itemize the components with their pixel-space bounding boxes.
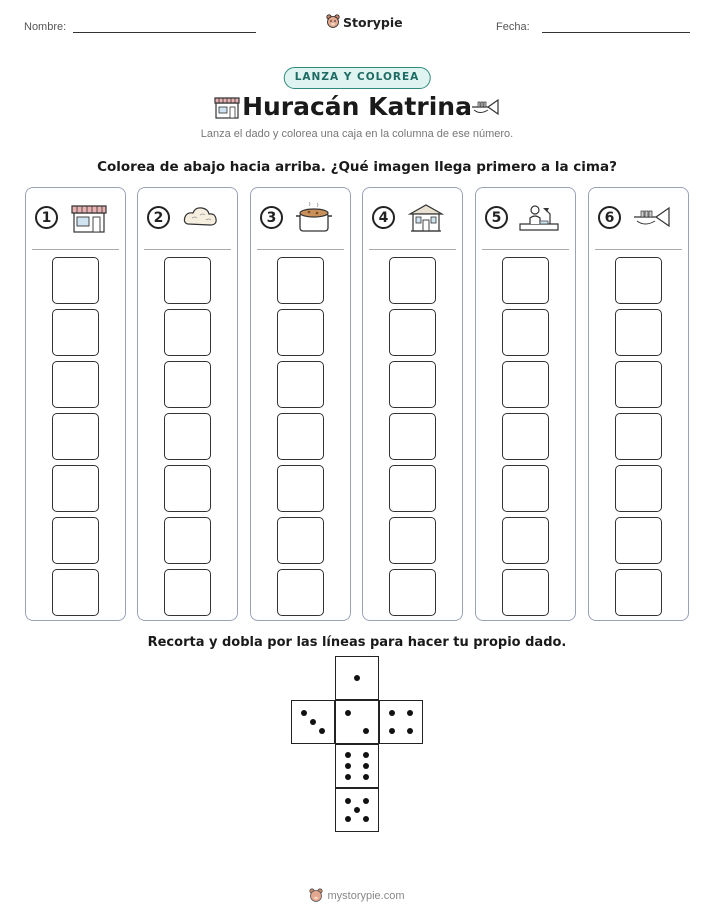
color-box[interactable] — [389, 465, 436, 512]
die-pip — [363, 798, 369, 804]
color-box[interactable] — [389, 517, 436, 564]
column-number: 5 — [485, 206, 508, 229]
name-label: Nombre: — [24, 21, 67, 33]
die-pip — [389, 728, 395, 734]
column-divider — [482, 249, 569, 250]
color-box[interactable] — [277, 257, 324, 304]
color-box[interactable] — [277, 569, 324, 616]
color-box[interactable] — [164, 569, 211, 616]
die-pip — [354, 807, 360, 813]
footer-url: mystorypie.com — [327, 890, 405, 902]
color-box[interactable] — [502, 361, 549, 408]
color-box[interactable] — [52, 517, 99, 564]
column-divider — [32, 249, 119, 250]
die-pip — [345, 710, 351, 716]
color-box[interactable] — [502, 465, 549, 512]
date-field[interactable] — [542, 32, 690, 33]
subtitle: Lanza el dado y colorea una caja en la columna de ese número. — [200, 128, 514, 140]
color-box[interactable] — [615, 257, 662, 304]
die-pip — [310, 719, 316, 725]
house-icon — [405, 202, 447, 234]
color-box[interactable] — [502, 413, 549, 460]
color-box[interactable] — [164, 413, 211, 460]
die-face-6 — [335, 744, 379, 788]
color-box[interactable] — [164, 257, 211, 304]
column-2 — [137, 187, 238, 621]
color-box[interactable] — [164, 309, 211, 356]
color-box[interactable] — [164, 465, 211, 512]
color-box[interactable] — [502, 257, 549, 304]
color-box[interactable] — [52, 413, 99, 460]
activity-tag: LANZA Y COLOREA — [284, 67, 431, 89]
cooking-pot-icon — [293, 202, 335, 234]
die-pip — [389, 710, 395, 716]
color-box[interactable] — [389, 309, 436, 356]
die-pip — [345, 763, 351, 769]
color-box[interactable] — [52, 569, 99, 616]
brand-name: Storypie — [343, 14, 403, 30]
color-box[interactable] — [615, 517, 662, 564]
die-pip — [363, 752, 369, 758]
footer — [0, 888, 714, 904]
column-1 — [25, 187, 126, 621]
color-box[interactable] — [277, 361, 324, 408]
column-divider — [144, 249, 231, 250]
color-box[interactable] — [615, 465, 662, 512]
die-pip — [345, 752, 351, 758]
date-label: Fecha: — [496, 21, 530, 33]
color-box[interactable] — [52, 257, 99, 304]
hurricane-cloud-icon — [180, 202, 222, 234]
color-box[interactable] — [615, 309, 662, 356]
die-pip — [363, 816, 369, 822]
color-box[interactable] — [52, 309, 99, 356]
column-number: 4 — [372, 206, 395, 229]
die-pip — [363, 728, 369, 734]
die-face-1 — [335, 656, 379, 700]
die-pip — [301, 710, 307, 716]
trumpet-icon — [631, 202, 673, 234]
name-field[interactable] — [73, 32, 256, 33]
column-number: 2 — [147, 206, 170, 229]
page-title: Huracán Katrina — [242, 92, 472, 121]
die-pip — [345, 774, 351, 780]
column-3 — [250, 187, 351, 621]
column-number: 6 — [598, 206, 621, 229]
color-box[interactable] — [389, 257, 436, 304]
color-box[interactable] — [164, 517, 211, 564]
column-number: 1 — [35, 206, 58, 229]
color-box[interactable] — [389, 413, 436, 460]
column-4 — [362, 187, 463, 621]
trumpet-icon — [470, 96, 502, 123]
color-box[interactable] — [502, 517, 549, 564]
color-box[interactable] — [389, 361, 436, 408]
die-pip — [407, 728, 413, 734]
column-divider — [257, 249, 344, 250]
color-box[interactable] — [615, 413, 662, 460]
store-icon — [68, 202, 110, 234]
die-face-4 — [379, 700, 423, 744]
cut-instructions: Recorta y dobla por las líneas para hacer tu propio dado. — [147, 635, 567, 650]
color-box[interactable] — [389, 569, 436, 616]
die-pip — [354, 675, 360, 681]
die-pip — [319, 728, 325, 734]
die-pip — [363, 763, 369, 769]
color-box[interactable] — [615, 361, 662, 408]
brand-logo — [326, 14, 403, 30]
die-pip — [363, 774, 369, 780]
die-pip — [345, 816, 351, 822]
column-number: 3 — [260, 206, 283, 229]
die-face-3 — [291, 700, 335, 744]
column-divider — [595, 249, 682, 250]
bear-mascot-icon — [309, 888, 323, 904]
die-face-5 — [335, 788, 379, 832]
column-5 — [475, 187, 576, 621]
die-face-2 — [335, 700, 379, 744]
color-box[interactable] — [277, 413, 324, 460]
desk-lamp-icon — [518, 202, 560, 234]
color-box[interactable] — [277, 309, 324, 356]
color-box[interactable] — [615, 569, 662, 616]
color-box[interactable] — [277, 517, 324, 564]
color-box[interactable] — [502, 569, 549, 616]
die-pip — [345, 798, 351, 804]
die-pip — [407, 710, 413, 716]
color-box[interactable] — [164, 361, 211, 408]
color-box[interactable] — [52, 361, 99, 408]
bear-mascot-icon — [326, 14, 340, 30]
color-box[interactable] — [277, 465, 324, 512]
instructions: Colorea de abajo hacia arriba. ¿Qué imagen llega primero a la cima? — [97, 159, 617, 175]
column-divider — [369, 249, 456, 250]
color-box[interactable] — [52, 465, 99, 512]
color-box[interactable] — [502, 309, 549, 356]
column-6 — [588, 187, 689, 621]
